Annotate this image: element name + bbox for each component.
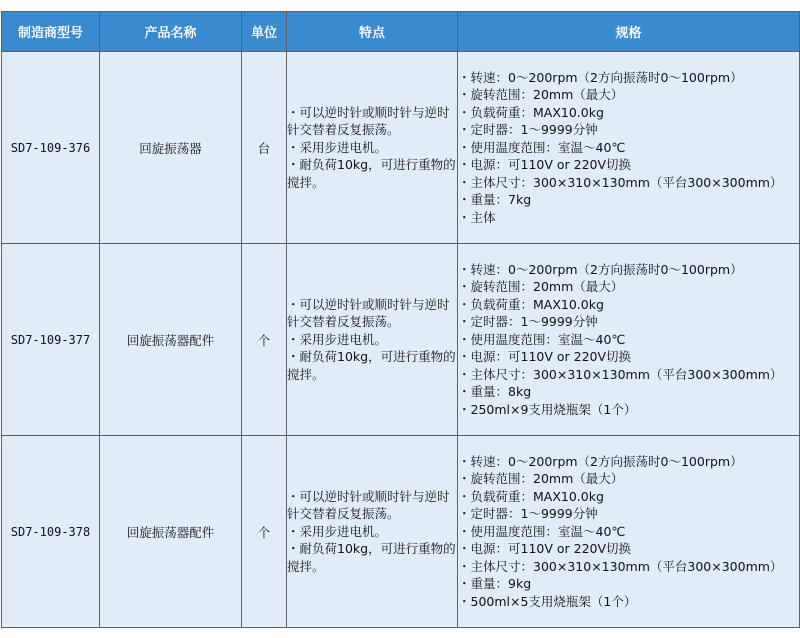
header-product-name: 产品名称 (100, 12, 242, 52)
cell-features (287, 244, 458, 436)
feature-line: ・可以逆时针或顺时针与逆时针交替着反复振荡。 (287, 488, 450, 522)
spec-line: ・重量：7kg (458, 192, 532, 208)
feature-line: ・可以逆时针或顺时针与逆时针交替着反复振荡。 (287, 104, 450, 138)
feature-line: ・采用步进电机。 (287, 523, 388, 539)
feature-line: ・耐负荷10kg，可进行重物的搅拌。 (287, 541, 456, 574)
spec-line: ・重量：8kg (458, 384, 532, 400)
table-row (2, 436, 800, 628)
feature-line: ・可以逆时针或顺时针与逆时针交替着反复振荡。 (287, 296, 450, 330)
cell-features (287, 436, 458, 628)
cell-unit: 个 (242, 244, 287, 436)
spec-line: ・使用温度范围：室温～40℃ (458, 331, 626, 347)
cell-specifications (458, 52, 800, 244)
spec-line: ・转速：0～200rpm（2方向振荡时0～100rpm） (458, 69, 743, 85)
spec-line: ・重量：9kg (458, 576, 532, 592)
spec-line: ・主体尺寸：300×310×130mm（平台300×300mm） (458, 174, 783, 190)
cell-unit: 台 (242, 52, 287, 244)
spec-line: ・主体尺寸：300×310×130mm（平台300×300mm） (458, 558, 783, 574)
spec-line: ・电源：可110V or 220V切换 (458, 349, 632, 365)
cell-specifications (458, 244, 800, 436)
feature-line: ・耐负荷10kg，可进行重物的搅拌。 (287, 157, 456, 190)
cell-features (287, 52, 458, 244)
cell-product-name: 回旋振荡器 (100, 52, 242, 244)
table-header-row (2, 12, 800, 52)
header-specifications: 规格 (458, 12, 800, 52)
spec-line: ・主体 (458, 209, 496, 225)
cell-model-number: SD7-109-378 (2, 436, 100, 628)
spec-line: ・使用温度范围：室温～40℃ (458, 523, 626, 539)
cell-product-name: 回旋振荡器配件 (100, 244, 242, 436)
cell-model-number: SD7-109-377 (2, 244, 100, 436)
spec-line: ・负载荷重：MAX10.0kg (458, 296, 604, 312)
spec-line: ・使用温度范围：室温～40℃ (458, 139, 626, 155)
product-table-container (1, 11, 800, 628)
feature-line: ・耐负荷10kg，可进行重物的搅拌。 (287, 349, 456, 382)
header-features: 特点 (287, 12, 458, 52)
spec-line: ・电源：可110V or 220V切换 (458, 157, 632, 173)
spec-line: ・旋转范围：20mm（最大） (458, 471, 624, 487)
spec-line: ・转速：0～200rpm（2方向振荡时0～100rpm） (458, 261, 743, 277)
feature-line: ・采用步进电机。 (287, 139, 388, 155)
table-row (2, 244, 800, 436)
header-model-number: 制造商型号 (2, 12, 100, 52)
feature-line: ・采用步进电机。 (287, 331, 388, 347)
cell-specifications (458, 436, 800, 628)
header-unit: 单位 (242, 12, 287, 52)
table-row (2, 52, 800, 244)
product-spec-table (1, 11, 800, 628)
spec-line: ・500ml×5支用烧瓶架（1个） (458, 593, 637, 609)
spec-line: ・定时器：1～9999分钟 (458, 122, 598, 138)
cell-product-name: 回旋振荡器配件 (100, 436, 242, 628)
spec-line: ・定时器：1～9999分钟 (458, 314, 598, 330)
spec-line: ・250ml×9支用烧瓶架（1个） (458, 401, 637, 417)
spec-line: ・主体尺寸：300×310×130mm（平台300×300mm） (458, 366, 783, 382)
spec-line: ・负载荷重：MAX10.0kg (458, 104, 604, 120)
spec-line: ・负载荷重：MAX10.0kg (458, 488, 604, 504)
spec-line: ・旋转范围：20mm（最大） (458, 279, 624, 295)
spec-line: ・电源：可110V or 220V切换 (458, 541, 632, 557)
cell-model-number: SD7-109-376 (2, 52, 100, 244)
spec-line: ・转速：0～200rpm（2方向振荡时0～100rpm） (458, 453, 743, 469)
spec-line: ・旋转范围：20mm（最大） (458, 87, 624, 103)
spec-line: ・定时器：1～9999分钟 (458, 506, 598, 522)
cell-unit: 个 (242, 436, 287, 628)
